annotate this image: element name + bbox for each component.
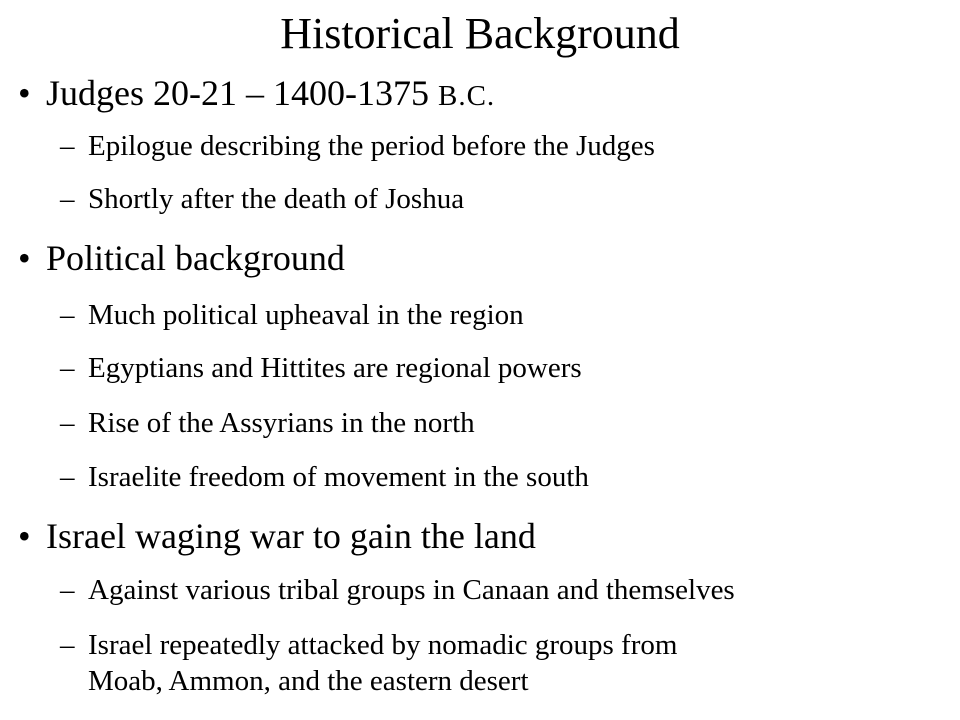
dash-icon: – xyxy=(60,352,75,384)
bullet-war xyxy=(18,516,536,556)
dash-icon: – xyxy=(60,461,75,493)
bullet-suffix: B.C. xyxy=(437,80,496,112)
sub-text: Israelite freedom of movement in the south xyxy=(88,461,589,493)
bullet-judges xyxy=(18,73,495,116)
sub-text: Shortly after the death of Joshua xyxy=(88,183,465,215)
sub-item xyxy=(60,297,524,333)
bullet-text: Israel waging war to gain the land xyxy=(46,516,536,556)
bullet-icon: • xyxy=(18,73,31,113)
dash-icon: – xyxy=(60,183,75,215)
sub-item xyxy=(60,627,677,699)
dash-icon: – xyxy=(60,299,75,331)
slide-title: Historical Background xyxy=(280,9,680,58)
bullet-icon: • xyxy=(18,516,31,556)
dash-icon: – xyxy=(60,629,75,661)
bullet-icon: • xyxy=(18,238,31,278)
sub-item xyxy=(60,350,582,386)
dash-icon: – xyxy=(60,574,75,606)
sub-text-continued: Moab, Ammon, and the eastern desert xyxy=(88,665,529,697)
sub-text: Rise of the Assyrians in the north xyxy=(88,407,475,439)
sub-text: Much political upheaval in the region xyxy=(88,299,524,331)
sub-item xyxy=(60,181,464,217)
sub-text: Epilogue describing the period before the Judges xyxy=(88,130,655,162)
sub-item xyxy=(60,405,475,441)
sub-text: Against various tribal groups in Canaan and themselves xyxy=(88,574,735,606)
sub-item xyxy=(60,128,655,164)
sub-item xyxy=(60,459,589,495)
bullet-text: Political background xyxy=(46,238,345,278)
sub-text: Israel repeatedly attacked by nomadic groups from xyxy=(88,629,678,661)
sub-item xyxy=(60,572,735,608)
bullet-political xyxy=(18,238,345,278)
dash-icon: – xyxy=(60,407,75,439)
dash-icon: – xyxy=(60,130,75,162)
bullet-text: Judges 20-21 – 1400-1375 xyxy=(46,73,429,113)
sub-text: Egyptians and Hittites are regional powers xyxy=(88,352,582,384)
